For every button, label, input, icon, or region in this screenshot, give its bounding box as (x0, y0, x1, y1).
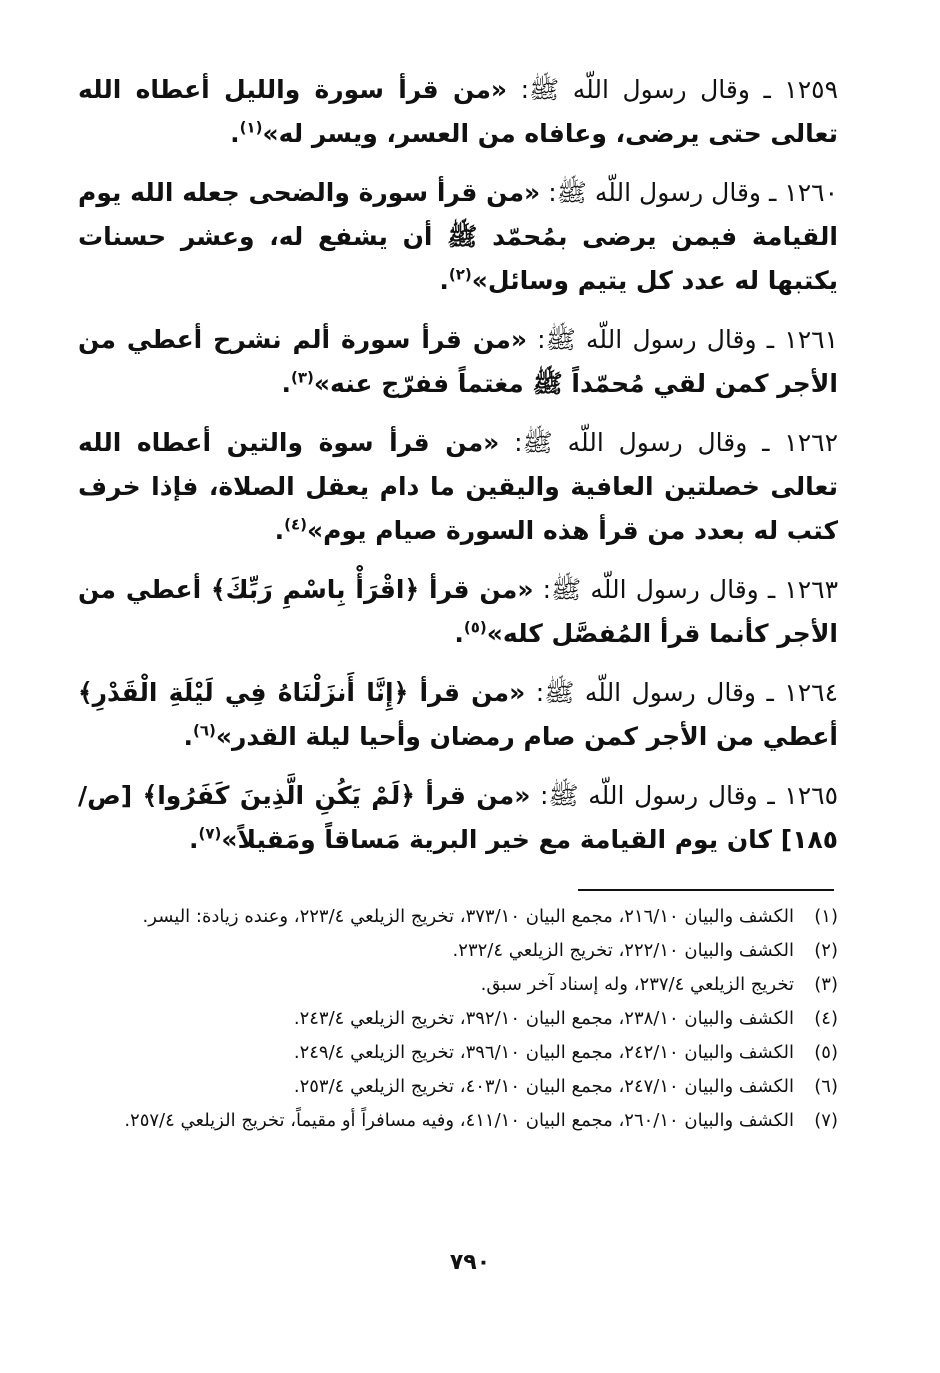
page-number: ٧٩٠ (449, 1250, 491, 1275)
footnotes-section (82, 900, 838, 1138)
footnote-text: الكشف والبيان ٢٤٧/١٠، مجمع البيان ٤٠٣/١٠، تخريج الزيلعي ٢٥٣/٤. (293, 1076, 794, 1097)
footnote-4 (82, 1002, 838, 1036)
hadith-1261 (78, 318, 838, 406)
footnote-1 (82, 900, 838, 934)
hadith-lead: ١٢٦٠ ـ وقال رسول اللّه ﷺ: (540, 178, 839, 207)
footnote-ref[interactable]: (٣) (291, 368, 314, 387)
footnote-2 (82, 934, 838, 968)
hadith-end: . (230, 119, 240, 148)
hadith-lead: ١٢٦١ ـ وقال رسول اللّه ﷺ: (526, 325, 838, 354)
footnote-text: تخريج الزيلعي ٢٣٧/٤، وله إسناد آخر سبق. (480, 974, 794, 995)
main-text (78, 68, 838, 877)
hadith-text: «من قرأ سورة ألم نشرح أعطي من الأجر كمن لقي مُحمّداً ﷺ مغتماً ففرّج عنه» (78, 325, 838, 398)
footnote-number: (١) (814, 906, 838, 927)
footnote-number: (٧) (814, 1110, 838, 1131)
hadith-1265 (78, 774, 838, 862)
footnote-number: (٣) (814, 974, 838, 995)
hadith-text: «من قرأ ﴿لَمْ يَكُنِ الَّذِينَ كَفَرُوا﴾ [ص/١٨٥] كان يوم القيامة مع خير البرية مَساقاً ومَقيلاً» (78, 781, 838, 854)
hadith-text: «من قرأ ﴿اقْرَأْ بِاسْمِ رَبِّكَ﴾ أعطي من الأجر كأنما قرأ المُفصَّل كله» (78, 575, 838, 648)
hadith-end: . (183, 722, 193, 751)
hadith-end: . (188, 825, 199, 854)
footnote-number: (٤) (814, 1008, 838, 1029)
hadith-text: «من قرأ ﴿إِنَّا أَنزَلْنَاهُ فِي لَيْلَةِ الْقَدْرِ﴾ أعطي من الأجر كمن صام رمضان وأحيا ليلة القدر» (78, 678, 838, 751)
hadith-1259 (78, 68, 838, 156)
footnote-ref[interactable]: (٢) (448, 265, 472, 284)
footnote-text: الكشف والبيان ٢١٦/١٠، مجمع البيان ٣٧٣/١٠، تخريج الزيلعي ٢٢٣/٤، وعنده زيادة: اليسر. (142, 906, 794, 927)
hadith-lead: ١٢٦٣ ـ وقال رسول اللّه ﷺ: (533, 575, 838, 604)
footnote-ref[interactable]: (٦) (192, 721, 216, 740)
footnote-number: (٢) (814, 940, 838, 961)
hadith-text: «من قرأ سوة والتين أعطاه الله تعالى خصلتين العافية واليقين ما دام يعقل الصلاة، فإذا خرف كتب له بعدد من قرأ هذه السورة صيام يوم» (78, 428, 838, 545)
footnote-5 (82, 1036, 838, 1070)
hadith-end: . (439, 266, 449, 295)
footnote-7 (82, 1104, 838, 1138)
footnote-text: الكشف والبيان ٢٦٠/١٠، مجمع البيان ٤١١/١٠، وفيه مسافراً أو مقيماً، تخريج الزيلعي ٢٥٧/٤. (124, 1110, 794, 1131)
hadith-text: «من قرأ سورة والليل أعطاه الله تعالى حتى يرضى، وعافاه من العسر، ويسر له» (78, 75, 838, 148)
footnote-ref[interactable]: (٧) (198, 824, 222, 843)
footnote-number: (٥) (814, 1042, 838, 1063)
hadith-end: . (281, 369, 292, 398)
hadith-1262 (78, 421, 838, 553)
footnote-number: (٦) (814, 1076, 838, 1097)
hadith-lead: ١٢٦٤ ـ وقال رسول اللّه ﷺ: (525, 678, 838, 707)
footnote-ref[interactable]: (٥) (463, 618, 487, 637)
footnote-ref[interactable]: (٤) (284, 515, 308, 534)
hadith-1263 (78, 568, 838, 656)
footnote-divider (578, 889, 834, 891)
hadith-lead: ١٢٦٥ ـ وقال رسول اللّه ﷺ: (530, 781, 838, 810)
hadith-lead: ١٢٥٩ ـ وقال رسول اللّه ﷺ: (507, 75, 839, 104)
footnote-6 (82, 1070, 838, 1104)
footnote-text: الكشف والبيان ٢٣٨/١٠، مجمع البيان ٣٩٢/١٠، تخريج الزيلعي ٢٤٣/٤. (293, 1008, 794, 1029)
hadith-end: . (274, 516, 285, 545)
hadith-end: . (454, 619, 464, 648)
hadith-1260 (78, 171, 838, 303)
footnote-text: الكشف والبيان ٢٤٢/١٠، مجمع البيان ٣٩٦/١٠، تخريج الزيلعي ٢٤٩/٤. (293, 1042, 794, 1063)
hadith-text: «من قرأ سورة والضحى جعله الله يوم القيامة فيمن يرضى بمُحمّد ﷺ أن يشفع له، وعشر حسنات يكتبها له عدد كل يتيم وسائل» (78, 178, 838, 295)
hadith-1264 (78, 671, 838, 759)
hadith-lead: ١٢٦٢ ـ وقال رسول اللّه ﷺ: (499, 428, 838, 457)
footnote-text: الكشف والبيان ٢٢٢/١٠، تخريج الزيلعي ٢٣٢/٤. (452, 940, 794, 961)
footnote-ref[interactable]: (١) (239, 118, 263, 137)
footnote-3 (82, 968, 838, 1002)
